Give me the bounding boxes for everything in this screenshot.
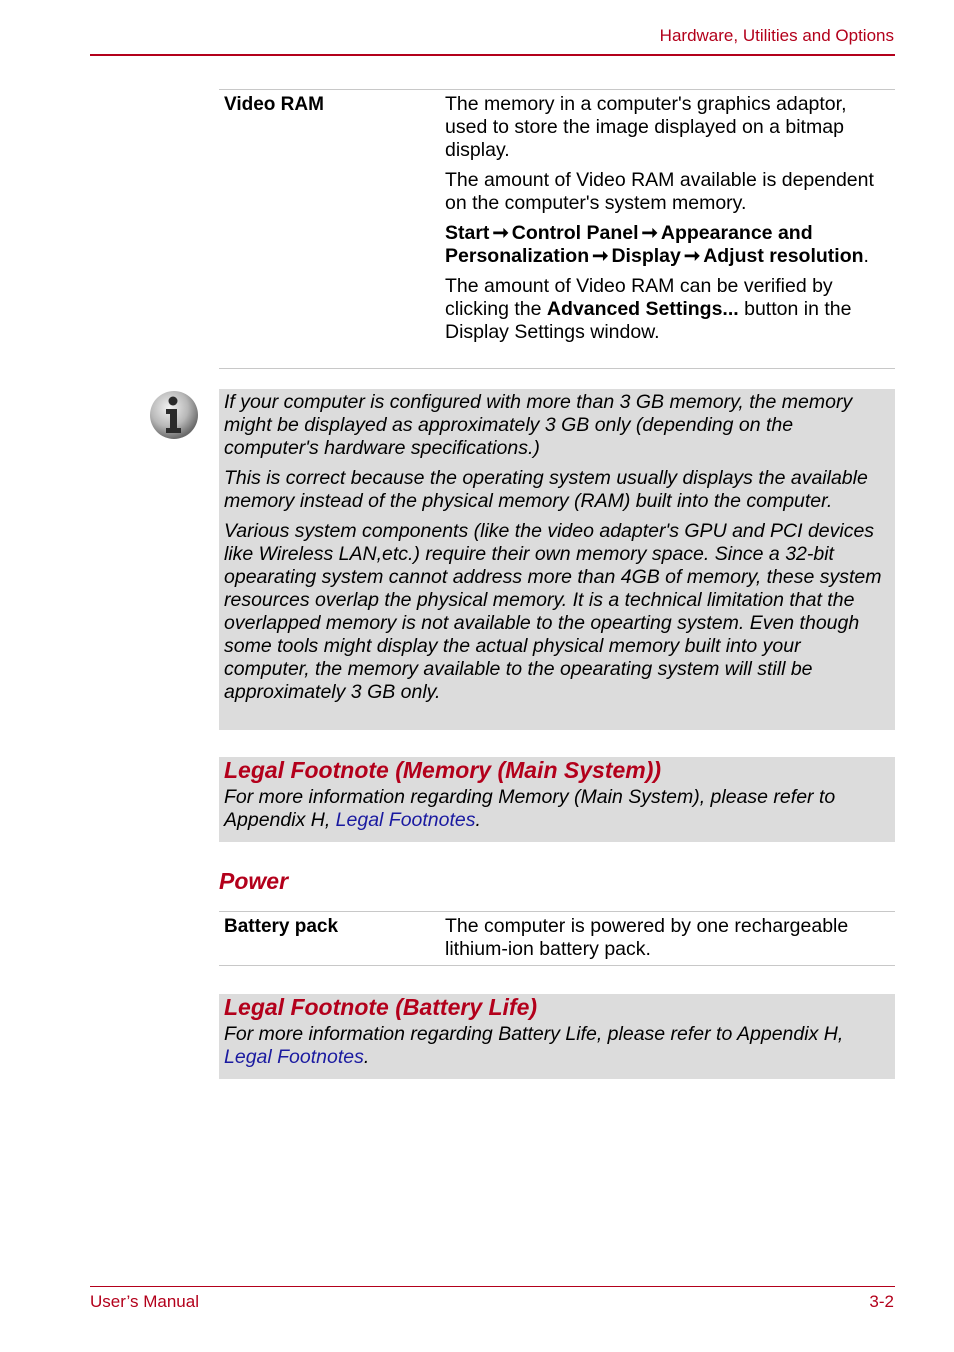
info-note <box>219 389 895 730</box>
advanced-settings-label: Advanced Settings... <box>546 298 739 320</box>
note-paragraph: This is correct because the operating system usually displays the available memory instead of the physical memory (RAM) built into the computer. <box>224 467 868 512</box>
memory-legal-footnote <box>219 757 895 842</box>
path-display: Display <box>611 245 681 267</box>
footnote-text-post: . <box>363 1046 370 1068</box>
arrow-right-icon: ➞ <box>641 222 658 244</box>
footnote-title: Legal Footnote (Memory (Main System)) <box>224 757 662 783</box>
footnote-text <box>224 1023 885 1069</box>
verify-text-post: button in the Display Settings window. <box>445 298 852 343</box>
term-battery-pack: Battery pack <box>224 916 339 937</box>
footnote-title: Legal Footnote (Battery Life) <box>224 994 538 1020</box>
video-ram-definition: The memory in a computer's graphics adaptor, used to store the image displayed on a bitmap display. <box>445 93 847 161</box>
battery-table <box>219 911 895 966</box>
legal-footnotes-link[interactable]: Legal Footnotes <box>224 1046 364 1068</box>
battery-pack-description <box>445 914 895 959</box>
legal-footnotes-link[interactable]: Legal Footnotes <box>335 809 476 831</box>
footnote-text-post: . <box>475 809 481 831</box>
video-ram-availability: The amount of Video RAM available is dependent on the computer's system memory. <box>445 169 874 214</box>
term-video-ram: Video RAM <box>224 94 324 115</box>
footer-manual-title: User’s Manual <box>90 1292 199 1311</box>
battery-pack-text: The computer is powered by one rechargeable lithium-ion battery pack. <box>445 915 849 960</box>
arrow-right-icon: ➞ <box>592 245 609 267</box>
section-heading-power: Power <box>219 868 289 894</box>
footer-rule <box>90 1286 895 1287</box>
footnote-text-pre: For more information regarding Battery Life, please refer to Appendix H, <box>224 1023 844 1045</box>
path-control-panel: Control Panel <box>511 222 639 244</box>
path-appearance: Appearance and Personalization <box>445 222 813 267</box>
footnote-text-pre: For more information regarding Memory (Main System), please refer to Appendix H, <box>224 786 836 831</box>
table-row <box>219 912 895 965</box>
table-row <box>219 90 895 368</box>
video-ram-table <box>219 89 895 369</box>
info-icon <box>149 390 199 440</box>
video-ram-description <box>445 92 895 362</box>
path-adjust-resolution: Adjust resolution <box>703 245 864 267</box>
note-paragraph: If your computer is configured with more than 3 GB memory, the memory might be displayed as approximately 3 GB only (depending on the computer's hardware specifications.) <box>224 391 853 459</box>
header-rule <box>90 54 895 56</box>
verify-text-pre: The amount of Video RAM can be verified by clicking the <box>445 275 833 320</box>
footnote-text <box>224 786 885 832</box>
video-ram-verify <box>445 275 887 344</box>
page-number: 3-2 <box>869 1292 894 1311</box>
arrow-right-icon: ➞ <box>683 245 701 267</box>
note-paragraph: Various system components (like the video adapter's GPU and PCI devices like Wireless LAN,etc.) require their own memory space. Since a 32-bit opearating system cannot address more than 4GB of memory, these system resources overlap the physical memory. It is a technical limitation that the overlapped memory is not available to the opearting system. Even though some tools might display the actual physical memory built into your computer, the memory available to the opearating system will still be approximately 3 GB only. <box>224 520 882 703</box>
running-header: Hardware, Utilities and Options <box>659 26 894 45</box>
arrow-right-icon: ➞ <box>492 222 509 244</box>
battery-legal-footnote <box>219 994 895 1079</box>
video-ram-menu-path <box>445 222 887 268</box>
path-period: . <box>863 245 869 267</box>
path-start: Start <box>445 222 490 244</box>
